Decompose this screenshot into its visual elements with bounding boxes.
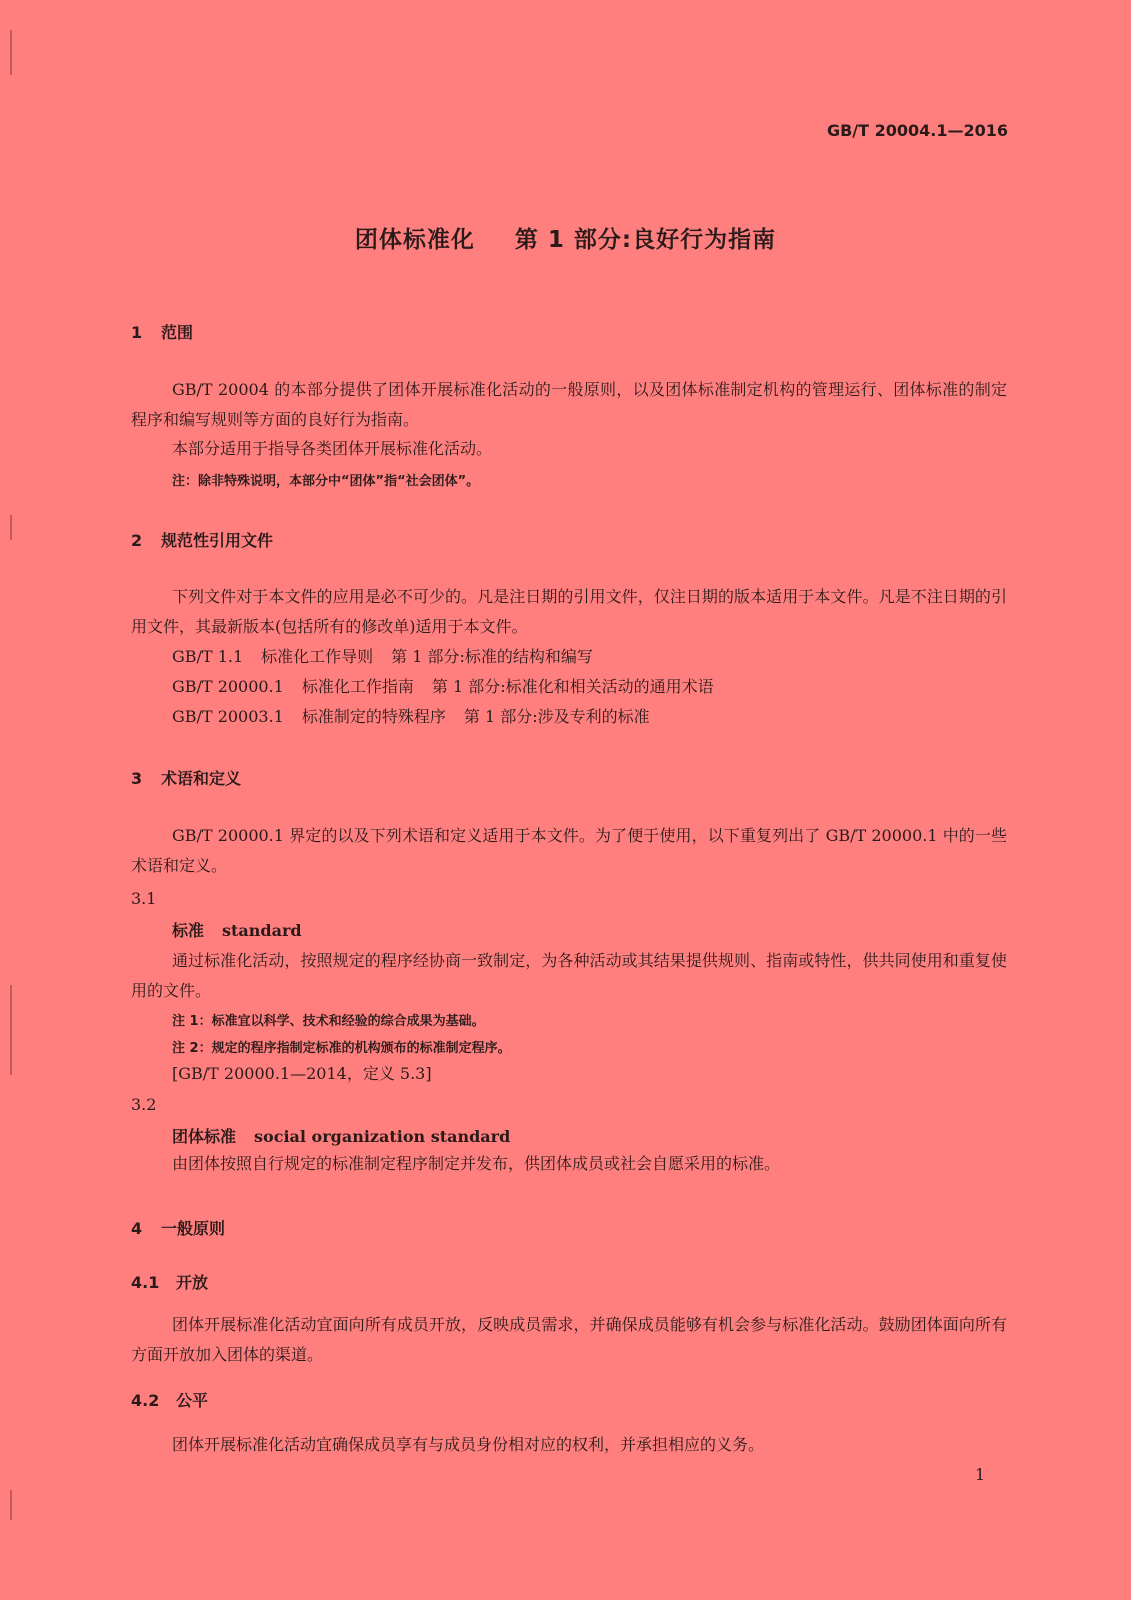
- scan-margin-mark: [10, 985, 12, 1075]
- reference-item: GB/T 20000.1 标准化工作指南 第 1 部分:标准化和相关活动的通用术语: [172, 677, 714, 696]
- section-title: 术语和定义: [161, 769, 242, 788]
- paragraph: 团体开展标准化活动宜确保成员享有与成员身份相对应的权利，并承担相应的义务。: [172, 1435, 765, 1454]
- reference-item: GB/T 1.1 标准化工作导则 第 1 部分:标准的结构和编写: [172, 647, 593, 666]
- section-heading: [131, 766, 241, 789]
- section-heading: [131, 528, 273, 551]
- title-part: 第 1 部分:良好行为指南: [514, 227, 777, 253]
- section-number: 1: [131, 323, 143, 342]
- section-title: 一般原则: [161, 1219, 226, 1238]
- standard-code: GB/T 20004.1—2016: [826, 121, 1008, 140]
- section-heading: [131, 1216, 225, 1239]
- section-heading: [131, 320, 193, 343]
- section-number: 4: [131, 1219, 143, 1238]
- section-number: 2: [131, 531, 143, 550]
- section-title: 规范性引用文件: [161, 531, 274, 550]
- paragraph: GB/T 20004 的本部分提供了团体开展标准化活动的一般原则，以及团体标准制定机构的管理运行、团体标准的制定程序和编写规则等方面的良好行为指南。: [131, 380, 1007, 429]
- note: 注：除非特殊说明，本部分中“团体”指“社会团体”。: [172, 474, 480, 489]
- term-number: 3.2: [131, 1095, 157, 1114]
- term-definition: 由团体按照自行规定的标准制定程序制定并发布，供团体成员或社会自愿采用的标准。: [172, 1154, 781, 1173]
- section-number: 3: [131, 769, 143, 788]
- document-title: [0, 221, 1131, 254]
- subsection-number: 4.2: [131, 1391, 160, 1410]
- paragraph: GB/T 20000.1 界定的以及下列术语和定义适用于本文件。为了便于使用，以下重复列出了 GB/T 20000.1 中的一些术语和定义。: [131, 826, 1007, 875]
- note: 注 1：标准宜以科学、技术和经验的综合成果为基础。: [172, 1014, 485, 1029]
- subsection-title: 公平: [176, 1391, 209, 1410]
- subsection-heading: [131, 1270, 208, 1293]
- scan-margin-mark: [10, 30, 12, 75]
- scan-margin-mark: [10, 515, 12, 540]
- term-definition: 通过标准化活动，按照规定的程序经协商一致制定，为各种活动或其结果提供规则、指南或特性，供共同使用和重复使用的文件。: [131, 951, 1007, 1000]
- subsection-number: 4.1: [131, 1273, 160, 1292]
- page-number: 1: [975, 1465, 986, 1484]
- section-title: 范围: [161, 323, 194, 342]
- term-entry: 标准 standard: [172, 921, 302, 940]
- term-entry: 团体标准 social organization standard: [172, 1127, 511, 1146]
- note: 注 2：规定的程序指制定标准的机构颁布的标准制定程序。: [172, 1041, 511, 1056]
- paragraph: 本部分适用于指导各类团体开展标准化活动。: [172, 439, 493, 458]
- title-main: 团体标准化: [354, 227, 475, 253]
- paragraph: 团体开展标准化活动宜面向所有成员开放，反映成员需求，并确保成员能够有机会参与标准化活动。鼓励团体面向所有方面开放加入团体的渠道。: [131, 1315, 1007, 1364]
- paragraph: 下列文件对于本文件的应用是必不可少的。凡是注日期的引用文件，仅注日期的版本适用于本文件。凡是不注日期的引用文件，其最新版本(包括所有的修改单)适用于本文件。: [131, 587, 1007, 636]
- scan-margin-mark: [10, 1490, 12, 1520]
- term-number: 3.1: [131, 889, 157, 908]
- reference-item: GB/T 20003.1 标准制定的特殊程序 第 1 部分:涉及专利的标准: [172, 707, 650, 726]
- subsection-heading: [131, 1388, 208, 1411]
- term-source: [GB/T 20000.1—2014，定义 5.3]: [172, 1064, 432, 1083]
- subsection-title: 开放: [176, 1273, 209, 1292]
